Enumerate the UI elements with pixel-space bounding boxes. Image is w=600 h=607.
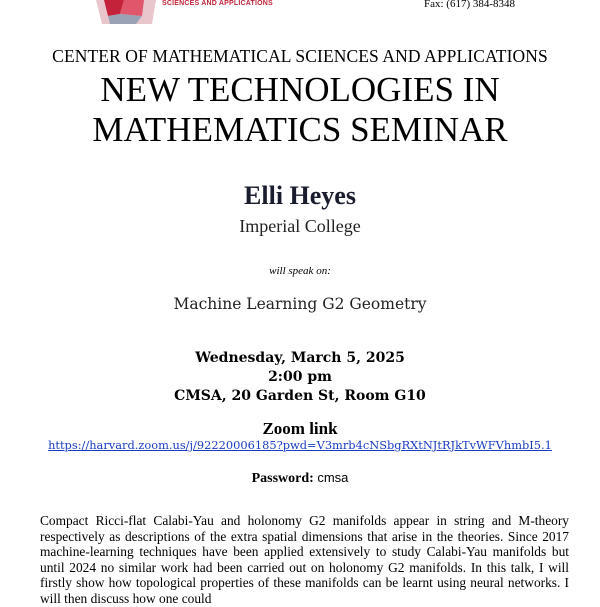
speaker-name: Elli Heyes (244, 181, 356, 210)
event-date: Wednesday, March 5, 2025 (195, 350, 405, 366)
cube-logo-icon (96, 0, 156, 24)
center-title: CENTER OF MATHEMATICAL SCIENCES AND APPLICATIONS (52, 46, 548, 66)
talk-title: Machine Learning G2 Geometry (173, 295, 427, 313)
zoom-heading: Zoom link (262, 419, 338, 438)
zoom-link[interactable]: https://harvard.zoom.us/j/92220006185?pwd=V3mrb4cNSbgRXtNJtRJkTvWFVhmbI5.1 (48, 438, 552, 452)
event-time: 2:00 pm (268, 369, 332, 385)
password-label: Password: (251, 471, 314, 486)
seminar-title: NEW TECHNOLOGIES IN MATHEMATICS SEMINAR (92, 70, 508, 149)
logo-text: SCIENCES AND APPLICATIONS (162, 0, 273, 7)
password-value: cmsa (317, 470, 349, 485)
zoom-password (0, 470, 600, 487)
will-speak-label: will speak on: (269, 265, 331, 277)
cmsa-logo (96, 0, 156, 24)
abstract-text: Compact Ricci-flat Calabi-Yau and holonomy G2 manifolds appear in string and M-theory respectively as descriptions of the extra spatial dimensions that arise in the theories. Since 2017 machine-learning techniques have been applied extensively to study Calabi-Yau manifolds but until 2024 no similar work had been carried out on holonomy G2 manifolds. In this talk, I will firstly show how topological properties of these manifolds can be learnt using neural networks. I will then discuss how one could (40, 513, 569, 606)
speaker-affiliation: Imperial College (239, 216, 361, 236)
fax-number: Fax: (617) 384-8348 (424, 0, 516, 10)
event-location: CMSA, 20 Garden St, Room G10 (174, 388, 426, 404)
event-details (0, 349, 600, 406)
